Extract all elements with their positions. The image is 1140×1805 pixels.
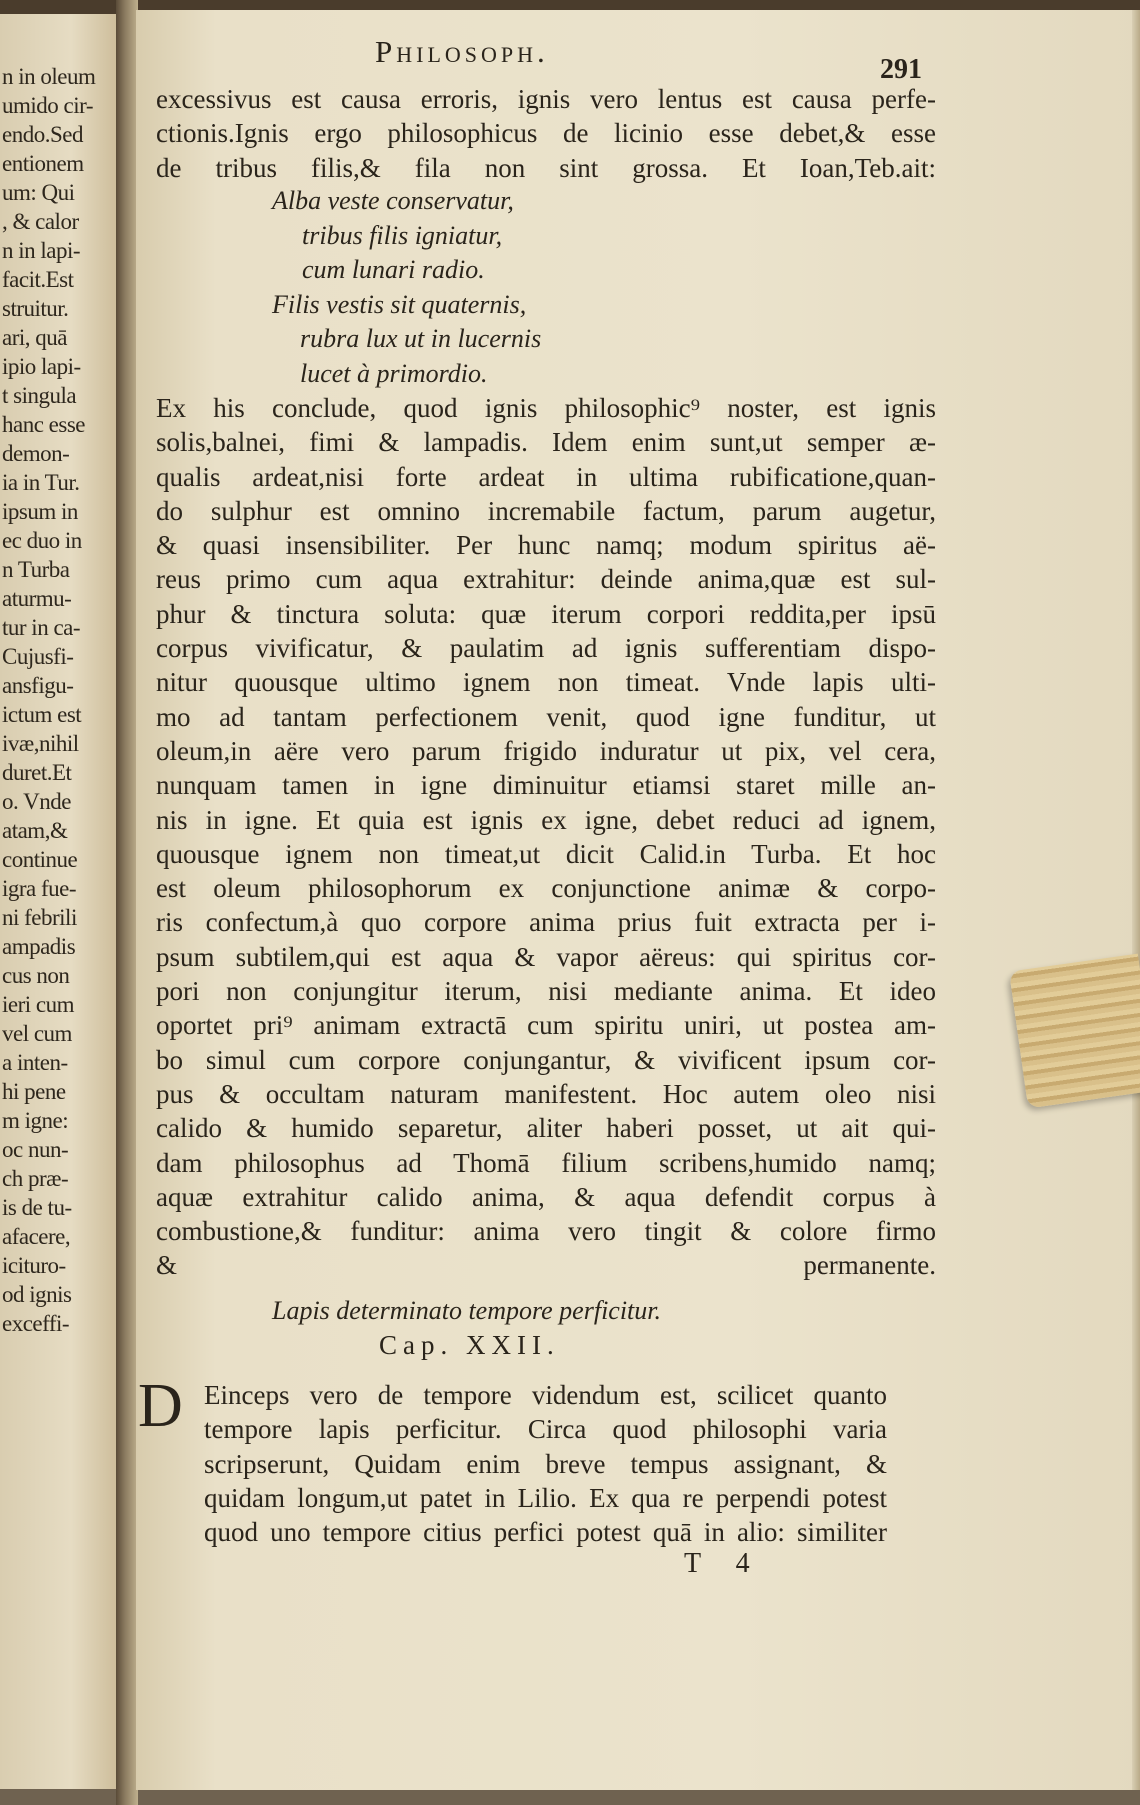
text-line: reus primo cum aqua extrahitur: deinde anima,quæ est sul- [156,564,936,595]
page-number: 291 [880,54,922,85]
text-line: est oleum philosophorum ex conjunctione animæ & corpo- [156,873,936,904]
left-page-line: ampadis [2,934,76,959]
left-page-line: ictum est [2,702,82,727]
bookmark-tab [1009,954,1140,1109]
chapter-line: tempore lapis perficitur. Circa quod philosophi varia [204,1414,887,1445]
left-page-line: ec duo in [2,528,82,553]
left-page-line: ni febrili [2,905,77,930]
page-edge [1132,10,1140,1790]
paragraph-intro [156,82,936,185]
running-head: Philosoph. [375,34,549,69]
left-page-line: entionem [2,151,84,176]
text-line: quousque ignem non timeat,ut dicit Calid.in Turba. Et hoc [156,838,936,869]
left-page-text [2,62,118,1338]
left-page-line: , & calor [2,209,79,234]
left-page-line: n in oleum [2,64,96,89]
text-line: excessivus est causa erroris, ignis vero lentus est causa perfe- [156,84,936,114]
verse-line: cum lunari radio. [302,255,485,284]
text-line: phur & tinctura soluta: quæ iterum corpori reddita,per ipsū [156,598,936,629]
left-page-line: hi pene [2,1079,66,1104]
drop-capital: D [138,1372,183,1440]
verse-line: Alba veste conservatur, [272,186,514,215]
text-line: dam philosophus ad Thomā filium scribens,humido namq; [156,1147,936,1178]
text-line: aquæ extrahitur calido anima, & aqua defendit corpus à [156,1181,936,1212]
text-line: pus & occultam naturam manifestent. Hoc autem oleo nisi [156,1078,936,1109]
text-line: do sulphur est omnino incremabile factum, parum augetur, [156,495,936,526]
left-page-line: exceffi- [2,1311,70,1336]
chapter-line: scripserunt, Quidam enim breve tempus assignant, & [204,1448,887,1479]
left-page-line: o. Vnde [2,789,71,814]
left-page-line: n Turba [2,557,70,582]
verse-line: rubra lux ut in lucernis [300,324,542,353]
text-line: & permanente. [156,1250,936,1281]
left-page-line: a inten- [2,1050,68,1075]
text-line: psum subtilem,qui est aqua & vapor aëreus: qui spiritus cor- [156,941,936,972]
chapter-number: Cap. XXII. [379,1330,560,1360]
left-page-line: ari, quā [2,325,67,350]
left-page [0,14,118,1789]
left-page-line: vel cum [2,1021,72,1046]
chapter-line: quod uno tempore citius perfici potest quā in alio: similiter [204,1517,887,1548]
left-page-line: umido cir- [2,93,93,118]
left-page-line: tur in ca- [2,615,81,640]
left-page-line: cus non [2,963,70,988]
left-page-line: m igne: [2,1108,69,1133]
verse-line: lucet à primordio. [300,358,488,388]
left-page-line: struitur. [2,296,69,321]
text-line: nitur quousque ultimo ignem non timeat. Vnde lapis ulti- [156,667,936,698]
gutter [116,0,138,1805]
paragraph-main [156,391,936,1283]
left-page-line: um: Qui [2,180,75,205]
text-line: nis in igne. Et quia est ignis ex igne, debet reduci ad ignem, [156,804,936,835]
left-page-line: endo.Sed [2,122,83,147]
left-page-line: demon- [2,441,70,466]
left-page-line: continue [2,847,78,872]
text-line: ctionis.Ignis ergo philosophicus de licinio esse debet,& esse [156,118,936,149]
left-page-line: ansfigu- [2,673,74,698]
left-page-line: ipsum in [2,499,78,524]
left-page-line: ch præ- [2,1166,69,1191]
left-page-line: atam,& [2,818,68,843]
main-text-body [156,391,936,1283]
left-page-line: facit.Est [2,267,74,292]
left-page-line: ieri cum [2,992,74,1017]
left-page-line: ivæ,nihil [2,731,79,756]
verse-line: Filis vestis sit quaternis, [272,289,527,319]
chapter-paragraph [204,1378,887,1549]
text-line: combustione,& funditur: anima vero tingit & colore firmo [156,1216,936,1247]
left-page-line: duret.Et [2,760,72,785]
left-page-line: ipio lapi- [2,354,81,379]
verse-line: tribus filis igniatur, [302,220,503,250]
text-line: qualis ardeat,nisi forte ardeat in ultima rubificatione,quan- [156,461,936,492]
text-line: solis,balnei, fimi & lampadis. Idem enim sunt,ut semper æ- [156,427,936,458]
left-page-line: hanc esse [2,412,85,437]
chapter-line: quidam longum,ut patet in Lilio. Ex qua re perpendi potest [204,1482,887,1513]
text-line: ris confectum,à quo corpore anima prius fuit extracta per i- [156,907,936,938]
main-text [156,82,936,185]
text-line: bo simul cum corpore conjungantur, & vivificent ipsum cor- [156,1044,936,1075]
left-page-line: is de tu- [2,1195,72,1220]
left-page-line: od ignis [2,1282,72,1307]
text-line: oleum,in aëre vero parum frigido induratur ut pix, vel cera, [156,735,936,766]
left-page-line: Cujusfi- [2,644,74,669]
left-page-line: aturmu- [2,586,72,611]
left-page-line: icituro- [2,1253,66,1278]
left-page-line: oc nun- [2,1137,69,1162]
left-page-line: n in lapi- [2,238,81,263]
chapter-title: Lapis determinato tempore perficitur. [272,1296,662,1325]
text-line: oportet pri⁹ animam extractā cum spiritu uniri, ut postea am- [156,1010,936,1041]
text-line: & quasi insensibiliter. Per hunc namq; modum spiritus aë- [156,530,936,561]
text-line: Ex his conclude, quod ignis philosophic⁹ noster, est ignis [156,393,936,423]
text-line: calido & humido separetur, aliter haberi posset, ut ait qui- [156,1113,936,1144]
text-line: corpus vivificatur, & paulatim ad ignis sufferentiam dispo- [156,633,936,664]
text-line: mo ad tantam perfectionem venit, quod igne funditur, ut [156,701,936,732]
left-page-line: igra fue- [2,876,77,901]
chapter-line: Einceps vero de tempore videndum est, scilicet quanto [204,1380,887,1410]
left-page-line: ia in Tur. [2,470,80,495]
catchword: T 4 [684,1548,764,1579]
text-line: de tribus filis,& fila non sint grossa. Et Ioan,Teb.ait: [156,152,936,183]
text-line: pori non conjungitur iterum, nisi mediante anima. Et ideo [156,976,936,1007]
text-line: nunquam tamen in igne diminuitur etiamsi staret mille an- [156,770,936,801]
chapter-text [204,1378,887,1549]
left-page-line: afacere, [2,1224,71,1249]
left-page-line: t singula [2,383,77,408]
